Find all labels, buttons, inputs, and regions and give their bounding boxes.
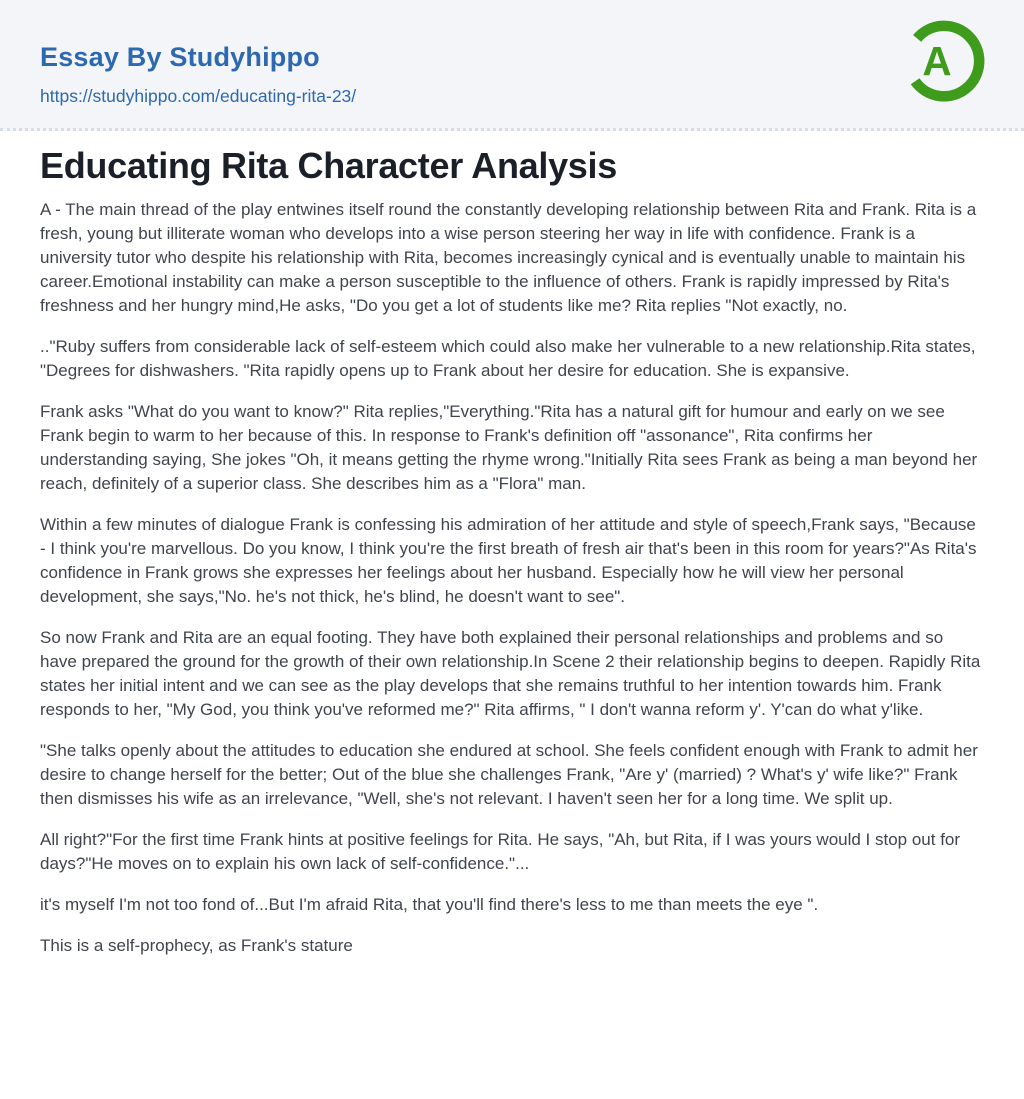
essay-paragraph: "She talks openly about the attitudes to education she endured at school. She feels confident enough with Frank to admit her desire to change herself for the better; Out of the blue she challenges Frank, "Are y' (married) ? What's y' wife like?" Frank then dismisses his wife as an irrelevance, "Well, she's not relevant. I haven't seen her for a long time. We split up.	[40, 741, 978, 809]
essay-paragraph: So now Frank and Rita are an equal footing. They have both explained their personal relationships and problems and so have prepared the ground for the growth of their own relationship.In Scene 2 their relationship begins to deepen. Rapidly Rita states her initial intent and we can see as the play develops that she remains truthful to her intention towards him. Frank responds to her, "My God, you think you've reformed me?" Rita affirms, " I don't wanna reform y'. Y'can do what y'like.	[40, 628, 981, 720]
essay-body	[40, 198, 984, 958]
essay-title: Educating Rita Character Analysis	[40, 145, 617, 186]
essay-paragraph: A - The main thread of the play entwines itself round the constantly developing relationship between Rita and Frank. Rita is a fresh, young but illiterate woman who develops into a wise person steering her way in life with confidence. Frank is a university tutor who despite his relationship with Rita, becomes increasingly cynical and is eventually unable to maintain his career.Emotional instability can make a person susceptible to the influence of others. Frank is rapidly impressed by Rita's freshness and her hungry mind,He asks, "Do you get a lot of students like me? Rita replies "Not exactly, no.	[40, 200, 977, 316]
essay-paragraph: All right?"For the first time Frank hints at positive feelings for Rita. He says, "Ah, but Rita, if I was yours would I stop out for days?"He moves on to explain his own lack of self-confidence."...	[40, 830, 961, 874]
studyhippo-logo-icon	[900, 17, 988, 105]
logo-letter: A	[922, 38, 952, 85]
essay-paragraph: Frank asks "What do you want to know?" Rita replies,"Everything."Rita has a natural gift for humour and early on we see Frank begin to warm to her because of this. In response to Frank's definition off "assonance", Rita confirms her understanding saying, She jokes "Oh, it means getting the rhyme wrong."Initially Rita sees Frank as being a man beyond her reach, definitely of a superior class. She describes him as a "Flora" man.	[40, 402, 978, 494]
essay-paragraph: it's myself I'm not too fond of...But I'm afraid Rita, that you'll find there's less to me than meets the eye ".	[40, 895, 819, 915]
essay-content	[0, 131, 1024, 958]
essay-paragraph: Within a few minutes of dialogue Frank is confessing his admiration of her attitude and style of speech,Frank says, "Because - I think you're marvellous. Do you know, I think you're the first breath of fresh air that's been in this room for years?"As Rita's confidence in Frank grows she expresses her feelings about her husband. Especially how he will view her personal development, she says,"No. he's not thick, he's blind, he doesn't want to see".	[40, 515, 977, 607]
essay-paragraph: .."Ruby suffers from considerable lack of self-esteem which could also make her vulnerable to a new relationship.Rita states, "Degrees for dishwashers. "Rita rapidly opens up to Frank about her desire for education. She is expansive.	[40, 337, 976, 381]
source-url-link[interactable]: https://studyhippo.com/educating-rita-23/	[40, 86, 357, 106]
header-text-block	[40, 42, 984, 107]
brand-title: Essay By Studyhippo	[40, 42, 320, 72]
essay-paragraph: This is a self-prophecy, as Frank's stature	[40, 936, 353, 956]
page-header	[0, 0, 1024, 131]
